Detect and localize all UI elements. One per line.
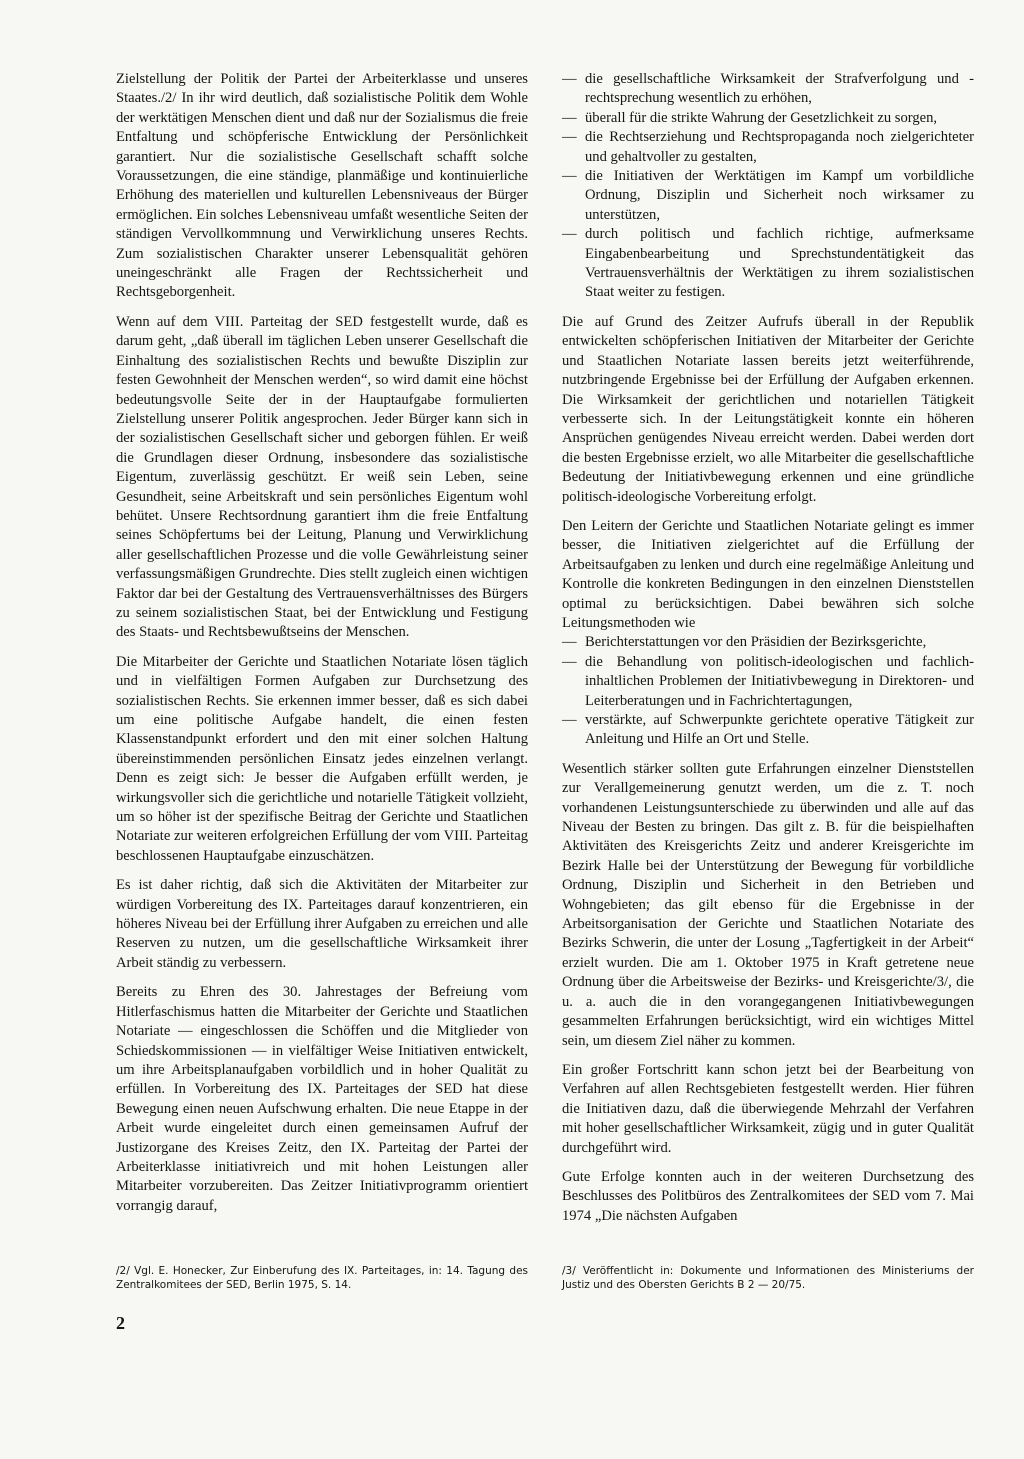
list-item xyxy=(562,70,974,109)
dash-marker: — xyxy=(562,226,577,243)
left-column xyxy=(116,70,528,1226)
paragraph: Die auf Grund des Zeitzer Aufrufs überall in der Republik entwickelten schöpferischen Initiativen der Mitarbeiter der Gerichte und Staatlichen Notariate lassen bereits jetzt weiterführende, nutzbringende Ergebnisse bei der Erfüllung der Aufgaben erkennen. Die Wirksamkeit der gerichtlichen und notariellen Tätigkeit verbesserte sich. In der Leitungstätigkeit konnte ein höheren Ansprüchen genügendes Niveau erreicht werden. Dabei werden dort die besten Ergebnisse erzielt, wo alle Mitarbeiter die gesellschaftliche Bedeutung der Initiativbewegung erkennen und eine gründliche politisch-ideologische Vorbereitung erfolgt. xyxy=(562,313,974,505)
goal-list xyxy=(562,70,974,303)
list-item xyxy=(562,167,974,225)
list-item-text: Berichterstattungen vor den Präsidien der Bezirksgerichte, xyxy=(585,634,927,651)
dash-marker: — xyxy=(562,634,577,651)
paragraph: Gute Erfolge konnten auch in der weiteren Durchsetzung des Beschlusses des Politbüros des Zentralkomitees der SED vom 7. Mai 1974 „Die nächsten Aufgaben xyxy=(562,1168,974,1224)
list-item-text: überall für die strikte Wahrung der Gesetzlichkeit zu sorgen, xyxy=(585,109,938,126)
dash-marker: — xyxy=(562,71,577,87)
list-item-text: die Initiativen der Werktätigen im Kampf um vorbildliche Ordnung, Disziplin und Sicherheit noch wirksamer zu unterstützen, xyxy=(585,168,974,223)
paragraph: Die Mitarbeiter der Gerichte und Staatlichen Notariate lösen täglich und in vielfältigen Formen Aufgaben zur Durchsetzung des sozialistischen Rechts. Sie erkennen immer besser, daß es sich dabei um eine politische Aufgabe handelt, die einen festen Klassenstandpunkt erfordert und den mit einer solchen Haltung übereinstimmenden persönlichen Einsatz jedes einzelnen verlangt. Denn es zeigt sich: Je besser die Aufgaben erfüllt werden, je wirkungsvoller sich die gerichtliche und notarielle Tätigkeit vollzieht, um so höher ist der spezifische Beitrag der Gerichte und Staatlichen Notariate zur weiteren erfolgreichen Erfüllung der vom VIII. Parteitag beschlossenen Hauptaufgabe einzuschätzen. xyxy=(116,653,528,864)
right-column xyxy=(562,70,974,1236)
paragraph: Den Leitern der Gerichte und Staatlichen Notariate gelingt es immer besser, die Initiativen zielgerichtet auf die Erfüllung der Arbeitsaufgaben zu lenken und durch eine regelmäßige Anleitung und Kontrolle die konkreten Bedingungen in den einzelnen Dienststellen optimal zu berücksichtigen. Dabei bewähren sich solche Leitungsmethoden wie xyxy=(562,517,974,631)
list-item xyxy=(562,109,974,128)
footnote-3: /3/ Veröffentlicht in: Dokumente und Informationen des Ministeriums der Justiz und des Obersten Gerichts B 2 — 20/75. xyxy=(562,1265,974,1291)
dash-marker: — xyxy=(562,168,577,185)
dash-marker: — xyxy=(562,109,577,126)
paragraph: Bereits zu Ehren des 30. Jahrestages der Befreiung vom Hitlerfaschismus hatten die Mitarbeiter der Gerichte und Staatlichen Notariate — eingeschlossen die Schöffen und die Mitglieder von Schiedskommissionen — in vielfältiger Weise Initiativen entwickelt, um ihre Arbeitsplanaufgaben vorbildlich und in hoher Qualität zu erfüllen. In Vorbereitung des IX. Parteitages der SED hat diese Bewegung einen neuen Aufschwung erhalten. Die neue Etappe in der Arbeit wurde eingeleitet durch einen gemeinsamen Aufruf der Justizorgane des Kreises Zeitz, den IX. Parteitag der Partei der Arbeiterklasse initiativreich und mit hohen Leistungen aller Mitarbeiter vorzubereiten. Das Zeitzer Initiativprogramm orientiert vorrangig darauf, xyxy=(116,984,528,1214)
dash-marker: — xyxy=(562,653,577,670)
paragraph: Wenn auf dem VIII. Parteitag der SED festgestellt wurde, daß es darum geht, „daß überall im täglichen Leben unserer Gesellschaft die Einhaltung des sozialistischen Rechts und bewußte Disziplin zur festen Gewohnheit der Menschen werden“, so wird damit eine höchst bedeutungsvolle Seite der in der Hauptaufgabe formulierten Zielstellung unserer Politik angesprochen. Jeder Bürger kann sich in der sozialistischen Gesellschaft sicher und geborgen fühlen. Er weiß die Grundlagen dieser Ordnung, insbesondere das sozialistische Eigentum, zuverlässig geschützt. Er weiß sein Leben, seine Gesundheit, seine Arbeitskraft und sein persönliches Eigentum wohl behütet. Unsere Rechtsordnung garantiert ihm die freie Entfaltung seines Schöpfertums bei der Leitung, Planung und Verwirklichung aller gesellschaftlichen Prozesse und die volle Gewährleistung seiner verfassungsmäßigen Grundrechte. Dies stellt zugleich einen wichtigen Faktor dar bei der Gestaltung des Vertrauensverhältnisses des Bürgers zu seinem sozialistischen Staat, bei der Entwicklung und Festigung des Staats- und Rechtsbewußtseins der Menschen. xyxy=(116,313,528,641)
list-item xyxy=(562,653,974,711)
paragraph: Es ist daher richtig, daß sich die Aktivitäten der Mitarbeiter zur würdigen Vorbereitung des IX. Parteitages darauf konzentrieren, ein höheres Niveau bei der Erfüllung ihrer Aufgaben zu erreichen und alle Reserven zu nutzen, um die gesellschaftliche Wirksamkeit ihrer Arbeit ständig zu verbessern. xyxy=(116,877,528,971)
dash-marker: — xyxy=(562,712,577,728)
list-item xyxy=(562,225,974,303)
paragraph: Ein großer Fortschritt kann schon jetzt bei der Bearbeitung von Verfahren auf allen Rechtsgebieten festgestellt werden. Hier führen die Initiativen dazu, daß die überwiegende Mehrzahl der Verfahren mit hoher gesellschaftlicher Wirksamkeit, zügig und in guter Qualität durchgeführt wird. xyxy=(562,1061,974,1156)
method-list xyxy=(562,633,974,749)
list-item-text: durch politisch und fachlich richtige, aufmerksame Eingabenbearbeitung und Sprechstundentätigkeit das Vertrauensverhältnis der Werktätigen zu ihrem sozialistischen Staat weiter zu festigen. xyxy=(585,226,974,301)
list-item xyxy=(562,633,974,652)
list-item xyxy=(562,711,974,750)
paragraph: Wesentlich stärker sollten gute Erfahrungen einzelner Dienststellen zur Verallgemeinerung genutzt werden, um die z. T. noch vorhandenen Leistungsunterschiede zu überwinden und alle auf das Niveau der Besten zu bringen. Das gilt z. B. für die beispielhaften Aktivitäten des Kreisgerichts Zeitz und anderer Kreisgerichte im Bezirk Halle bei der Unterstützung der Bewegung für vorbildliche Ordnung, Disziplin und Sicherheit in den Betrieben und Wohngebieten; das gilt ebenso für die Ergebnisse in der Arbeitsorganisation der Gerichte und Staatlichen Notariate des Bezirks Schwerin, die unter der Losung „Tagfertigkeit in der Arbeit“ erzielt wurden. Die am 1. Oktober 1975 in Kraft getretene neue Ordnung über die Arbeitsweise der Bezirks- und Kreisgerichte/3/, die u. a. auch die in den vorangegangenen Initiativbewegungen gesammelten Erfahrungen berücksichtigt, wird ein wichtiges Mittel sein, um diesem Ziel näher zu kommen. xyxy=(562,760,974,1049)
list-item-text: die Behandlung von politisch-ideologischen und fachlich-inhaltlichen Problemen der Initiativbewegung in Direktoren- und Leiterberatungen und in Fachrichtertagungen, xyxy=(585,653,974,709)
list-item-text: verstärkte, auf Schwerpunkte gerichtete operative Tätigkeit zur Anleitung und Hilfe an Ort und Stelle. xyxy=(585,712,974,748)
list-item xyxy=(562,128,974,167)
paragraph: Zielstellung der Politik der Partei der Arbeiterklasse und unseres Staates./2/ In ihr wird deutlich, daß sozialistische Politik dem Wohle der werktätigen Menschen dient und daß nur der Sozialismus die freie Entfaltung und schöpferische Entwicklung der Persönlichkeit garantiert. Nur die sozialistische Gesellschaft schafft solche Voraussetzungen, die eine ständige, planmäßige und kontinuierliche Erhöhung des materiellen und kulturellen Lebensniveaus der Bürger ermöglichen. Ein solches Lebensniveau umfaßt wesentliche Seiten der ständigen Vervollkommnung und Verwirklichung unseres Rechts. Zum sozialistischen Charakter unserer Lebensqualität gehören uneingeschränkt alle Fragen der Rechtssicherheit und Rechtsgeborgenheit. xyxy=(116,71,528,301)
dash-marker: — xyxy=(562,129,577,146)
list-item-text: die Rechtserziehung und Rechtspropaganda noch zielgerichteter und gehaltvoller zu gestalten, xyxy=(585,129,974,165)
footnote-2: /2/ Vgl. E. Honecker, Zur Einberufung des IX. Parteitages, in: 14. Tagung des Zentralkomitees der SED, Berlin 1975, S. 14. xyxy=(116,1265,528,1291)
list-item-text: die gesellschaftliche Wirksamkeit der Strafverfolgung und -rechtsprechung wesentlich zu erhöhen, xyxy=(585,71,974,107)
page-number: 2 xyxy=(116,1313,125,1333)
